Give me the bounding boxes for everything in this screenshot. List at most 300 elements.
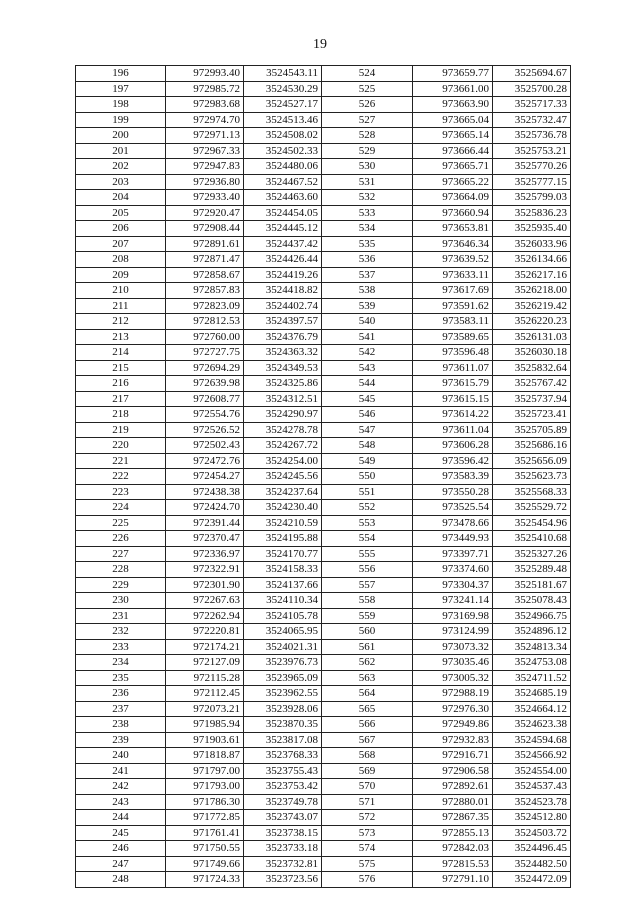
y-coordinate-right: 3524594.68	[493, 732, 571, 748]
point-number-right: 550	[322, 469, 413, 485]
point-number-right: 575	[322, 856, 413, 872]
table-row	[76, 391, 571, 407]
x-coordinate-left: 972301.90	[166, 577, 244, 593]
table-row	[76, 810, 571, 826]
point-number-right: 525	[322, 81, 413, 97]
point-number-left: 235	[76, 670, 166, 686]
x-coordinate-left: 972823.09	[166, 298, 244, 314]
y-coordinate-right: 3525723.41	[493, 407, 571, 423]
y-coordinate-left: 3524508.02	[244, 128, 322, 144]
x-coordinate-right: 973525.54	[413, 500, 493, 516]
y-coordinate-right: 3524482.50	[493, 856, 571, 872]
x-coordinate-right: 973665.71	[413, 159, 493, 175]
y-coordinate-right: 3525836.23	[493, 205, 571, 221]
x-coordinate-left: 972424.70	[166, 500, 244, 516]
point-number-left: 218	[76, 407, 166, 423]
point-number-left: 198	[76, 97, 166, 113]
y-coordinate-right: 3524554.00	[493, 763, 571, 779]
point-number-right: 561	[322, 639, 413, 655]
page-number: 19	[313, 37, 327, 52]
point-number-right: 546	[322, 407, 413, 423]
y-coordinate-right: 3525736.78	[493, 128, 571, 144]
y-coordinate-right: 3524664.12	[493, 701, 571, 717]
point-number-left: 226	[76, 531, 166, 547]
point-number-right: 554	[322, 531, 413, 547]
table-row	[76, 686, 571, 702]
y-coordinate-left: 3524105.78	[244, 608, 322, 624]
point-number-left: 230	[76, 593, 166, 609]
point-number-left: 247	[76, 856, 166, 872]
x-coordinate-left: 971772.85	[166, 810, 244, 826]
y-coordinate-left: 3523755.43	[244, 763, 322, 779]
x-coordinate-right: 973666.44	[413, 143, 493, 159]
x-coordinate-left: 972871.47	[166, 252, 244, 268]
x-coordinate-left: 972727.75	[166, 345, 244, 361]
point-number-left: 238	[76, 717, 166, 733]
x-coordinate-left: 972267.63	[166, 593, 244, 609]
x-coordinate-right: 973614.22	[413, 407, 493, 423]
x-coordinate-left: 971761.41	[166, 825, 244, 841]
point-number-right: 557	[322, 577, 413, 593]
y-coordinate-right: 3526131.03	[493, 329, 571, 345]
y-coordinate-left: 3524245.56	[244, 469, 322, 485]
point-number-right: 537	[322, 267, 413, 283]
x-coordinate-right: 973478.66	[413, 515, 493, 531]
point-number-right: 567	[322, 732, 413, 748]
point-number-right: 535	[322, 236, 413, 252]
table-row	[76, 763, 571, 779]
point-number-right: 529	[322, 143, 413, 159]
point-number-right: 572	[322, 810, 413, 826]
table-row	[76, 205, 571, 221]
y-coordinate-right: 3525832.64	[493, 360, 571, 376]
x-coordinate-left: 972454.27	[166, 469, 244, 485]
x-coordinate-right: 973615.79	[413, 376, 493, 392]
point-number-left: 228	[76, 562, 166, 578]
table-row	[76, 655, 571, 671]
y-coordinate-right: 3526030.18	[493, 345, 571, 361]
x-coordinate-right: 973639.52	[413, 252, 493, 268]
table-row	[76, 128, 571, 144]
x-coordinate-left: 972322.91	[166, 562, 244, 578]
x-coordinate-right: 973611.07	[413, 360, 493, 376]
x-coordinate-right: 972791.10	[413, 872, 493, 888]
y-coordinate-right: 3526220.23	[493, 314, 571, 330]
point-number-right: 573	[322, 825, 413, 841]
y-coordinate-left: 3523733.18	[244, 841, 322, 857]
x-coordinate-right: 973661.00	[413, 81, 493, 97]
point-number-left: 211	[76, 298, 166, 314]
x-coordinate-left: 972112.45	[166, 686, 244, 702]
y-coordinate-right: 3525078.43	[493, 593, 571, 609]
point-number-left: 225	[76, 515, 166, 531]
x-coordinate-right: 972976.30	[413, 701, 493, 717]
x-coordinate-left: 972985.72	[166, 81, 244, 97]
y-coordinate-left: 3524137.66	[244, 577, 322, 593]
point-number-left: 201	[76, 143, 166, 159]
point-number-right: 530	[322, 159, 413, 175]
x-coordinate-left: 972760.00	[166, 329, 244, 345]
point-number-left: 204	[76, 190, 166, 206]
y-coordinate-right: 3524566.92	[493, 748, 571, 764]
x-coordinate-left: 971724.33	[166, 872, 244, 888]
table-row	[76, 639, 571, 655]
table-row	[76, 484, 571, 500]
point-number-right: 534	[322, 221, 413, 237]
table-row	[76, 236, 571, 252]
y-coordinate-right: 3524711.52	[493, 670, 571, 686]
point-number-left: 221	[76, 453, 166, 469]
x-coordinate-right: 973615.15	[413, 391, 493, 407]
table-row	[76, 376, 571, 392]
x-coordinate-right: 972842.03	[413, 841, 493, 857]
x-coordinate-right: 973606.28	[413, 438, 493, 454]
y-coordinate-left: 3524065.95	[244, 624, 322, 640]
x-coordinate-left: 972694.29	[166, 360, 244, 376]
x-coordinate-left: 972891.61	[166, 236, 244, 252]
y-coordinate-right: 3524503.72	[493, 825, 571, 841]
x-coordinate-right: 973663.90	[413, 97, 493, 113]
x-coordinate-left: 972920.47	[166, 205, 244, 221]
x-coordinate-right: 972892.61	[413, 779, 493, 795]
x-coordinate-left: 972554.76	[166, 407, 244, 423]
point-number-right: 541	[322, 329, 413, 345]
x-coordinate-right: 972880.01	[413, 794, 493, 810]
y-coordinate-right: 3525529.72	[493, 500, 571, 516]
table-row	[76, 283, 571, 299]
x-coordinate-left: 971786.30	[166, 794, 244, 810]
point-number-left: 196	[76, 66, 166, 82]
point-number-left: 244	[76, 810, 166, 826]
table-row	[76, 159, 571, 175]
x-coordinate-left: 972947.83	[166, 159, 244, 175]
point-number-right: 543	[322, 360, 413, 376]
x-coordinate-left: 972472.76	[166, 453, 244, 469]
point-number-right: 564	[322, 686, 413, 702]
x-coordinate-left: 972220.81	[166, 624, 244, 640]
point-number-right: 524	[322, 66, 413, 82]
y-coordinate-right: 3524896.12	[493, 624, 571, 640]
x-coordinate-left: 972502.43	[166, 438, 244, 454]
point-number-left: 213	[76, 329, 166, 345]
point-number-left: 232	[76, 624, 166, 640]
y-coordinate-left: 3524530.29	[244, 81, 322, 97]
y-coordinate-left: 3524463.60	[244, 190, 322, 206]
table-row	[76, 360, 571, 376]
table-row	[76, 748, 571, 764]
x-coordinate-right: 973665.14	[413, 128, 493, 144]
y-coordinate-left: 3524513.46	[244, 112, 322, 128]
table-row	[76, 81, 571, 97]
y-coordinate-left: 3524195.88	[244, 531, 322, 547]
x-coordinate-right: 973653.81	[413, 221, 493, 237]
point-number-right: 547	[322, 422, 413, 438]
point-number-left: 227	[76, 546, 166, 562]
point-number-right: 560	[322, 624, 413, 640]
point-number-right: 551	[322, 484, 413, 500]
y-coordinate-left: 3524467.52	[244, 174, 322, 190]
x-coordinate-left: 972857.83	[166, 283, 244, 299]
y-coordinate-right: 3525327.26	[493, 546, 571, 562]
point-number-right: 549	[322, 453, 413, 469]
table-row	[76, 856, 571, 872]
x-coordinate-left: 972967.33	[166, 143, 244, 159]
y-coordinate-left: 3523928.06	[244, 701, 322, 717]
table-row	[76, 314, 571, 330]
y-coordinate-right: 3525767.42	[493, 376, 571, 392]
point-number-left: 202	[76, 159, 166, 175]
y-coordinate-left: 3524254.00	[244, 453, 322, 469]
point-number-right: 542	[322, 345, 413, 361]
y-coordinate-left: 3524210.59	[244, 515, 322, 531]
table-row	[76, 329, 571, 345]
point-number-right: 528	[322, 128, 413, 144]
x-coordinate-right: 973397.71	[413, 546, 493, 562]
y-coordinate-left: 3524543.11	[244, 66, 322, 82]
x-coordinate-right: 972932.83	[413, 732, 493, 748]
y-coordinate-left: 3523965.09	[244, 670, 322, 686]
y-coordinate-left: 3523732.81	[244, 856, 322, 872]
point-number-left: 215	[76, 360, 166, 376]
table-row	[76, 624, 571, 640]
table-row	[76, 97, 571, 113]
x-coordinate-left: 971985.94	[166, 717, 244, 733]
y-coordinate-right: 3525799.03	[493, 190, 571, 206]
x-coordinate-right: 973073.32	[413, 639, 493, 655]
x-coordinate-left: 971749.66	[166, 856, 244, 872]
x-coordinate-left: 972812.53	[166, 314, 244, 330]
x-coordinate-right: 973646.34	[413, 236, 493, 252]
point-number-left: 240	[76, 748, 166, 764]
table-row	[76, 407, 571, 423]
point-number-right: 565	[322, 701, 413, 717]
table-row	[76, 453, 571, 469]
x-coordinate-left: 971793.00	[166, 779, 244, 795]
x-coordinate-left: 972639.98	[166, 376, 244, 392]
x-coordinate-right: 973665.04	[413, 112, 493, 128]
y-coordinate-right: 3526219.42	[493, 298, 571, 314]
point-number-right: 559	[322, 608, 413, 624]
point-number-left: 220	[76, 438, 166, 454]
point-number-left: 209	[76, 267, 166, 283]
point-number-right: 540	[322, 314, 413, 330]
point-number-left: 210	[76, 283, 166, 299]
x-coordinate-right: 973589.65	[413, 329, 493, 345]
x-coordinate-right: 973664.09	[413, 190, 493, 206]
point-number-left: 233	[76, 639, 166, 655]
table-row	[76, 701, 571, 717]
y-coordinate-left: 3524418.82	[244, 283, 322, 299]
point-number-right: 553	[322, 515, 413, 531]
x-coordinate-left: 972933.40	[166, 190, 244, 206]
y-coordinate-left: 3524454.05	[244, 205, 322, 221]
y-coordinate-left: 3524237.64	[244, 484, 322, 500]
y-coordinate-right: 3524813.34	[493, 639, 571, 655]
table-row	[76, 779, 571, 795]
table-row	[76, 608, 571, 624]
table-row	[76, 841, 571, 857]
table-row	[76, 794, 571, 810]
point-number-left: 208	[76, 252, 166, 268]
y-coordinate-right: 3524623.38	[493, 717, 571, 733]
y-coordinate-right: 3526218.00	[493, 283, 571, 299]
table-row	[76, 732, 571, 748]
point-number-left: 206	[76, 221, 166, 237]
point-number-right: 570	[322, 779, 413, 795]
y-coordinate-right: 3525770.26	[493, 159, 571, 175]
x-coordinate-left: 972936.80	[166, 174, 244, 190]
table-row	[76, 562, 571, 578]
x-coordinate-right: 972815.53	[413, 856, 493, 872]
y-coordinate-right: 3525568.33	[493, 484, 571, 500]
x-coordinate-right: 973035.46	[413, 655, 493, 671]
table-row	[76, 577, 571, 593]
point-number-left: 219	[76, 422, 166, 438]
y-coordinate-left: 3523817.08	[244, 732, 322, 748]
y-coordinate-right: 3524472.09	[493, 872, 571, 888]
y-coordinate-left: 3524267.72	[244, 438, 322, 454]
table-row	[76, 546, 571, 562]
y-coordinate-left: 3524170.77	[244, 546, 322, 562]
point-number-left: 248	[76, 872, 166, 888]
y-coordinate-left: 3523962.55	[244, 686, 322, 702]
y-coordinate-left: 3524426.44	[244, 252, 322, 268]
y-coordinate-left: 3524349.53	[244, 360, 322, 376]
table-row	[76, 174, 571, 190]
point-number-right: 571	[322, 794, 413, 810]
y-coordinate-right: 3525753.21	[493, 143, 571, 159]
x-coordinate-right: 972855.13	[413, 825, 493, 841]
point-number-right: 569	[322, 763, 413, 779]
y-coordinate-right: 3524966.75	[493, 608, 571, 624]
x-coordinate-right: 973241.14	[413, 593, 493, 609]
point-number-right: 562	[322, 655, 413, 671]
x-coordinate-right: 972867.35	[413, 810, 493, 826]
y-coordinate-right: 3526134.66	[493, 252, 571, 268]
x-coordinate-right: 973659.77	[413, 66, 493, 82]
y-coordinate-right: 3525732.47	[493, 112, 571, 128]
x-coordinate-left: 972370.47	[166, 531, 244, 547]
point-number-right: 539	[322, 298, 413, 314]
x-coordinate-right: 972916.71	[413, 748, 493, 764]
point-number-right: 532	[322, 190, 413, 206]
y-coordinate-left: 3524402.74	[244, 298, 322, 314]
table-row	[76, 112, 571, 128]
y-coordinate-left: 3524158.33	[244, 562, 322, 578]
x-coordinate-left: 972608.77	[166, 391, 244, 407]
point-number-left: 203	[76, 174, 166, 190]
y-coordinate-left: 3524480.06	[244, 159, 322, 175]
x-coordinate-left: 972526.52	[166, 422, 244, 438]
y-coordinate-right: 3525935.40	[493, 221, 571, 237]
x-coordinate-right: 973665.22	[413, 174, 493, 190]
x-coordinate-left: 972115.28	[166, 670, 244, 686]
table-row	[76, 221, 571, 237]
point-number-right: 552	[322, 500, 413, 516]
y-coordinate-left: 3524290.97	[244, 407, 322, 423]
point-number-left: 242	[76, 779, 166, 795]
y-coordinate-right: 3526033.96	[493, 236, 571, 252]
x-coordinate-right: 973596.42	[413, 453, 493, 469]
point-number-left: 223	[76, 484, 166, 500]
x-coordinate-right: 973374.60	[413, 562, 493, 578]
point-number-left: 217	[76, 391, 166, 407]
point-number-left: 236	[76, 686, 166, 702]
point-number-right: 558	[322, 593, 413, 609]
y-coordinate-left: 3523738.15	[244, 825, 322, 841]
coordinates-table-body	[76, 66, 571, 888]
point-number-left: 200	[76, 128, 166, 144]
y-coordinate-right: 3525181.67	[493, 577, 571, 593]
coordinates-table	[75, 65, 571, 888]
point-number-right: 566	[322, 717, 413, 733]
x-coordinate-right: 973596.48	[413, 345, 493, 361]
table-row	[76, 345, 571, 361]
y-coordinate-left: 3524527.17	[244, 97, 322, 113]
point-number-right: 536	[322, 252, 413, 268]
x-coordinate-left: 971750.55	[166, 841, 244, 857]
y-coordinate-left: 3524437.42	[244, 236, 322, 252]
table-row	[76, 143, 571, 159]
point-number-left: 212	[76, 314, 166, 330]
x-coordinate-left: 972908.44	[166, 221, 244, 237]
table-row	[76, 593, 571, 609]
point-number-left: 214	[76, 345, 166, 361]
point-number-right: 556	[322, 562, 413, 578]
table-row	[76, 267, 571, 283]
point-number-left: 224	[76, 500, 166, 516]
y-coordinate-left: 3524325.86	[244, 376, 322, 392]
point-number-left: 239	[76, 732, 166, 748]
point-number-right: 544	[322, 376, 413, 392]
y-coordinate-left: 3524278.78	[244, 422, 322, 438]
y-coordinate-right: 3524753.08	[493, 655, 571, 671]
table-row	[76, 422, 571, 438]
y-coordinate-left: 3524110.34	[244, 593, 322, 609]
y-coordinate-left: 3524376.79	[244, 329, 322, 345]
y-coordinate-right: 3525454.96	[493, 515, 571, 531]
y-coordinate-left: 3524021.31	[244, 639, 322, 655]
table-row	[76, 670, 571, 686]
y-coordinate-left: 3523743.07	[244, 810, 322, 826]
x-coordinate-right: 973449.93	[413, 531, 493, 547]
point-number-left: 229	[76, 577, 166, 593]
x-coordinate-right: 972949.86	[413, 717, 493, 733]
y-coordinate-right: 3525686.16	[493, 438, 571, 454]
point-number-right: 526	[322, 97, 413, 113]
x-coordinate-right: 973617.69	[413, 283, 493, 299]
x-coordinate-right: 973005.32	[413, 670, 493, 686]
point-number-left: 237	[76, 701, 166, 717]
x-coordinate-left: 972971.13	[166, 128, 244, 144]
table-row	[76, 872, 571, 888]
point-number-left: 216	[76, 376, 166, 392]
point-number-left: 199	[76, 112, 166, 128]
y-coordinate-right: 3525737.94	[493, 391, 571, 407]
y-coordinate-right: 3525623.73	[493, 469, 571, 485]
point-number-left: 197	[76, 81, 166, 97]
y-coordinate-right: 3524537.43	[493, 779, 571, 795]
x-coordinate-left: 972993.40	[166, 66, 244, 82]
point-number-left: 246	[76, 841, 166, 857]
table-row	[76, 252, 571, 268]
x-coordinate-left: 971797.00	[166, 763, 244, 779]
point-number-left: 222	[76, 469, 166, 485]
x-coordinate-right: 973169.98	[413, 608, 493, 624]
table-row	[76, 825, 571, 841]
x-coordinate-left: 972858.67	[166, 267, 244, 283]
table-row	[76, 298, 571, 314]
